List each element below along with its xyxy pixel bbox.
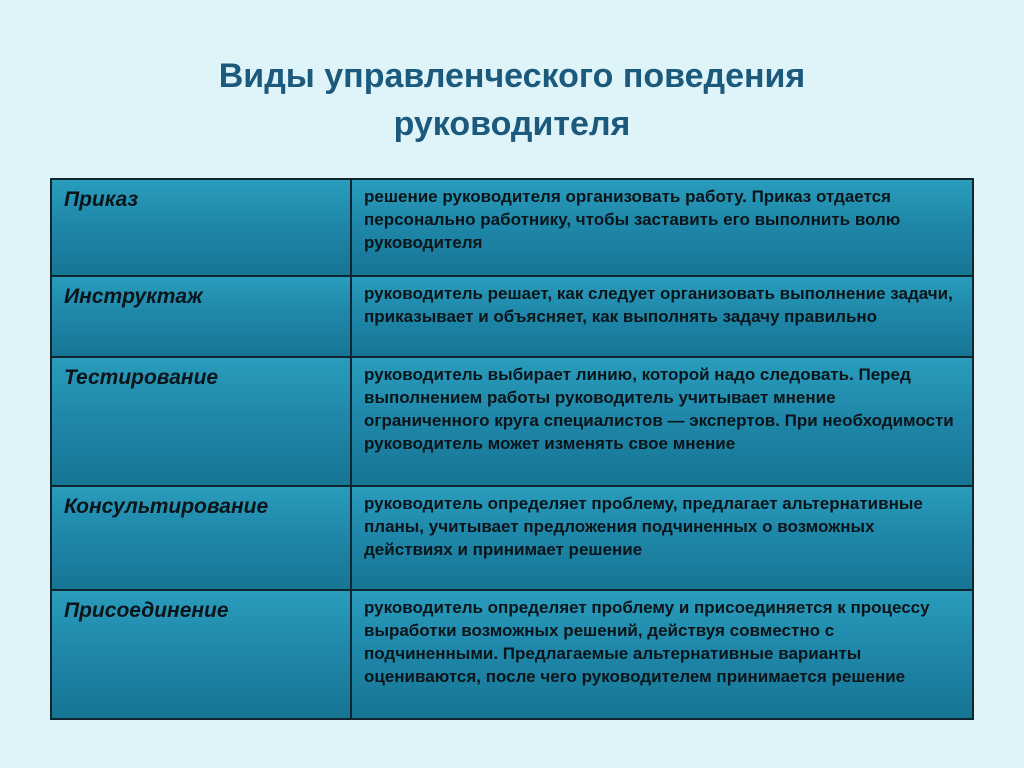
term-cell: Консультирование [51,486,351,590]
term-cell: Приказ [51,179,351,276]
table-row [51,590,973,719]
description-cell: руководитель определяет проблему, предлагает альтернативные планы, учитывает предложения подчиненных о возможных действиях и принимает решение [351,486,973,590]
description-cell: решение руководителя организовать работу. Приказ отдается персонально работнику, чтобы заставить его выполнить волю руководителя [351,179,973,276]
behavior-types-table-container [50,178,974,720]
table-row [51,486,973,590]
description-cell: руководитель решает, как следует организовать выполнение задачи, приказывает и объясняет, как выполнять задачу правильно [351,276,973,357]
term-cell: Присоединение [51,590,351,719]
term-cell: Тестирование [51,357,351,486]
slide-title [0,52,1024,148]
slide-title-line-1: Виды управленческого поведения [218,57,806,95]
slide-title-line-2: руководителя [393,105,631,143]
table-row [51,357,973,486]
description-cell: руководитель выбирает линию, которой надо следовать. Перед выполнением работы руководитель учитывает мнение ограниченного круга специалистов — экспертов. При необходимости руководитель может изменять свое мнение [351,357,973,486]
term-cell: Инструктаж [51,276,351,357]
behavior-types-table [50,178,974,720]
table-row [51,179,973,276]
table-row [51,276,973,357]
description-cell: руководитель определяет проблему и присоединяется к процессу выработки возможных решений, действуя совместно с подчиненными. Предлагаемые альтернативные варианты оцениваются, после чего руководителем принимается решение [351,590,973,719]
